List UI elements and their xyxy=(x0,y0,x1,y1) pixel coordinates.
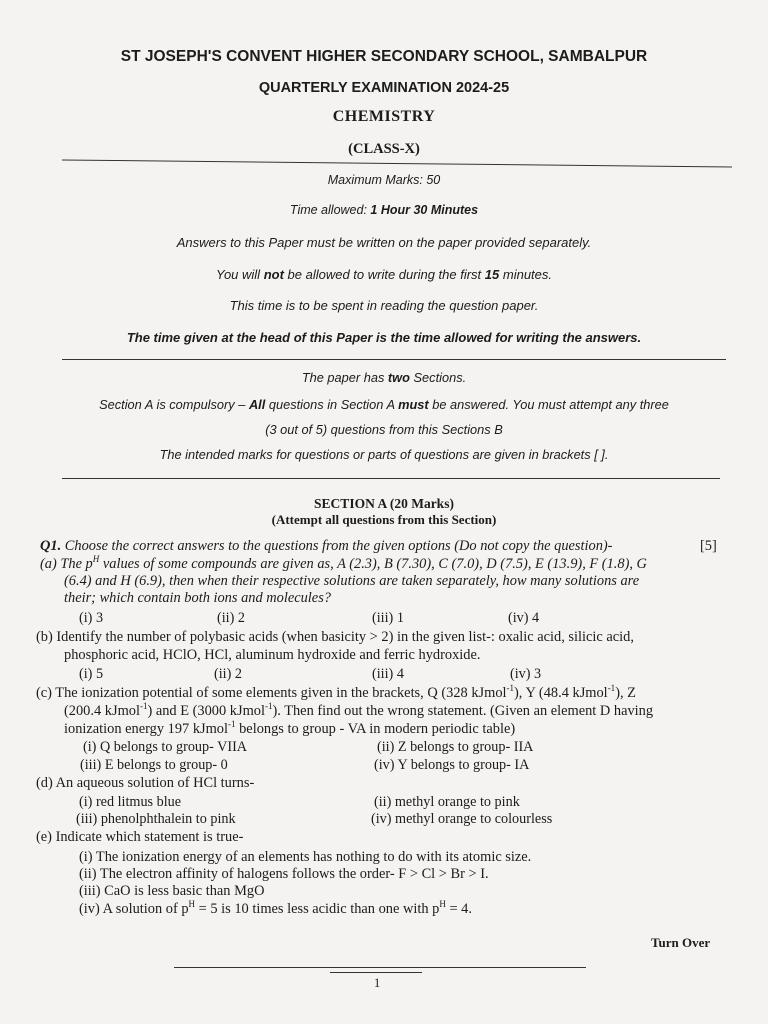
qa-option-1: (i) 3 xyxy=(79,610,104,626)
qc-sup-4: -1 xyxy=(264,701,273,711)
exam-title: QUARTERLY EXAMINATION 2024-25 xyxy=(258,80,510,96)
qc-sup-5: -1 xyxy=(228,719,236,729)
qc-line-2-c: ). Then find out the wrong statement. (Given an element D having xyxy=(272,703,654,719)
qd-option-2: (ii) methyl orange to pink xyxy=(374,794,520,810)
two-sections-pre: The paper has xyxy=(301,370,388,385)
qc-sup-3: -1 xyxy=(139,701,148,711)
qc-option-1: (i) Q belongs to group- VIIA xyxy=(83,739,248,755)
compulsory-mid: questions in Section A xyxy=(265,397,399,412)
qb-option-1: (i) 5 xyxy=(79,666,104,682)
qc-line-2-b: ) and E (3000 kJmol xyxy=(147,703,265,719)
qc-line-2-a: (200.4 kJmol xyxy=(64,703,140,719)
qc-line-3-a: ionization energy 197 kJmol xyxy=(64,721,229,737)
q1-stem xyxy=(40,538,612,555)
school-name: ST JOSEPH'S CONVENT HIGHER SECONDARY SCHOOL, SAMBALPUR xyxy=(120,48,648,65)
writing-note xyxy=(0,267,768,282)
time-allowed xyxy=(0,203,768,217)
footer-divider xyxy=(174,967,586,968)
qc-line-3-b: belongs to group - VA in modern periodic table) xyxy=(235,721,516,737)
qb-line-1: (b) Identify the number of polybasic acids (when basicity > 2) in the given list-: oxalic acid, silicic acid, xyxy=(36,629,634,645)
page-number: 1 xyxy=(374,976,381,990)
qc-sup-1: -1 xyxy=(506,683,515,693)
qc-option-2: (ii) Z belongs to group- IIA xyxy=(377,739,534,755)
writing-note-not: not xyxy=(263,267,284,282)
q1-stem-text: Choose the correct answers to the questions from the given options (Do not copy the question)- xyxy=(61,538,613,554)
qa-option-4: (iv) 4 xyxy=(508,610,540,626)
qc-line-3 xyxy=(64,721,515,738)
divider-1 xyxy=(62,159,732,167)
qb-option-2: (ii) 2 xyxy=(214,666,242,682)
qc-option-3: (iii) E belongs to group- 0 xyxy=(80,757,228,773)
divider-3 xyxy=(62,478,720,479)
compulsory-must: must xyxy=(398,397,429,412)
qa-line-3: their; which contain both ions and molecules? xyxy=(64,590,331,606)
qa-option-2: (ii) 2 xyxy=(217,610,245,626)
qb-line-2: phosphoric acid, HClO, HCl, aluminum hydroxide and ferric hydroxide. xyxy=(64,647,481,663)
two-sections-post: Sections. xyxy=(409,370,467,385)
q1-marks: [5] xyxy=(700,538,717,554)
compulsory-all: All xyxy=(248,397,266,412)
qc-option-4: (iv) Y belongs to group- IA xyxy=(374,757,530,773)
writing-note-num: 15 xyxy=(484,267,500,282)
qe-s4-b: = 5 is 10 times less acidic than one with p xyxy=(195,901,440,917)
qd-option-1: (i) red litmus blue xyxy=(79,794,182,810)
maximum-marks: Maximum Marks: 50 xyxy=(327,173,441,187)
qe-statement-2: (ii) The electron affinity of halogens follows the order- F > Cl > Br > I. xyxy=(79,866,489,882)
qe-s4-a: (iv) A solution of p xyxy=(79,901,189,917)
qa-line-1-post: values of some compounds are given as, A (2.3), B (7.30), C (7.0), D (7.5), E (13.9), F (1.8), G xyxy=(99,556,647,572)
qa-option-3: (iii) 1 xyxy=(372,610,404,626)
divider-2 xyxy=(62,359,726,360)
qb-option-4: (iv) 3 xyxy=(510,666,542,682)
compulsory-note xyxy=(0,397,768,412)
qe-statement-3: (iii) CaO is less basic than MgO xyxy=(79,883,265,899)
q1-label: Q1. xyxy=(40,538,62,554)
two-sections-bold: two xyxy=(387,370,410,385)
brackets-note: The intended marks for questions or parts of questions are given in brackets [ ]. xyxy=(159,447,609,462)
time-allowed-value: 1 Hour 30 Minutes xyxy=(370,203,479,217)
writing-note-pre: You will xyxy=(215,267,264,282)
qa-ph-sup: H xyxy=(92,554,100,564)
qa-line-1-pre: (a) The p xyxy=(40,556,93,572)
reading-note: This time is to be spent in reading the question paper. xyxy=(229,298,539,313)
qd-line-1: (d) An aqueous solution of HCl turns- xyxy=(36,775,255,791)
turn-over: Turn Over xyxy=(651,935,711,950)
qe-s4-sup2: H xyxy=(439,899,446,909)
section-a-subtitle: (Attempt all questions from this Section) xyxy=(271,512,497,527)
compulsory-pre: Section A is compulsory – xyxy=(99,397,249,412)
writing-note-post: minutes. xyxy=(499,267,553,282)
qe-s4-c: = 4. xyxy=(445,901,472,917)
subject-title: CHEMISTRY xyxy=(332,108,436,125)
section-a-title: SECTION A (20 Marks) xyxy=(314,496,454,511)
time-head-note: The time given at the head of this Paper is the time allowed for writing the answers. xyxy=(126,330,642,345)
qe-s4-sup1: H xyxy=(188,899,196,909)
qe-statement-4 xyxy=(79,901,472,918)
two-sections-note xyxy=(0,370,768,385)
qc-line-1 xyxy=(36,685,636,702)
qe-line-1: (e) Indicate which statement is true- xyxy=(36,829,244,845)
footer-divider-short xyxy=(330,972,422,973)
answers-note: Answers to this Paper must be written on the paper provided separately. xyxy=(176,235,592,250)
qd-option-4: (iv) methyl orange to colourless xyxy=(371,811,553,827)
qc-sup-2: -1 xyxy=(607,683,616,693)
writing-note-mid: be allowed to write during the first xyxy=(283,267,485,282)
qa-line-1 xyxy=(40,556,647,573)
qc-line-1-a: (c) The ionization potential of some elements given in the brackets, Q (328 kJmol xyxy=(36,685,507,701)
qc-line-1-c: ), Z xyxy=(615,685,636,701)
qe-statement-1: (i) The ionization energy of an elements has nothing to do with its atomic size. xyxy=(79,849,532,865)
class-label: (CLASS-X) xyxy=(348,141,420,157)
qb-option-3: (iii) 4 xyxy=(372,666,404,682)
three-of-five-note: (3 out of 5) questions from this Sections B xyxy=(265,422,503,437)
qc-line-1-b: ), Y (48.4 kJmol xyxy=(514,685,608,701)
qd-option-3: (iii) phenolphthalein to pink xyxy=(76,811,236,827)
qa-line-2: (6.4) and H (6.9), then when their respective solutions are taken separately, how many solutions are xyxy=(64,573,640,589)
time-allowed-label: Time allowed: xyxy=(289,203,371,217)
compulsory-post: be answered. You must attempt any three xyxy=(428,397,669,412)
qc-line-2 xyxy=(64,703,653,720)
